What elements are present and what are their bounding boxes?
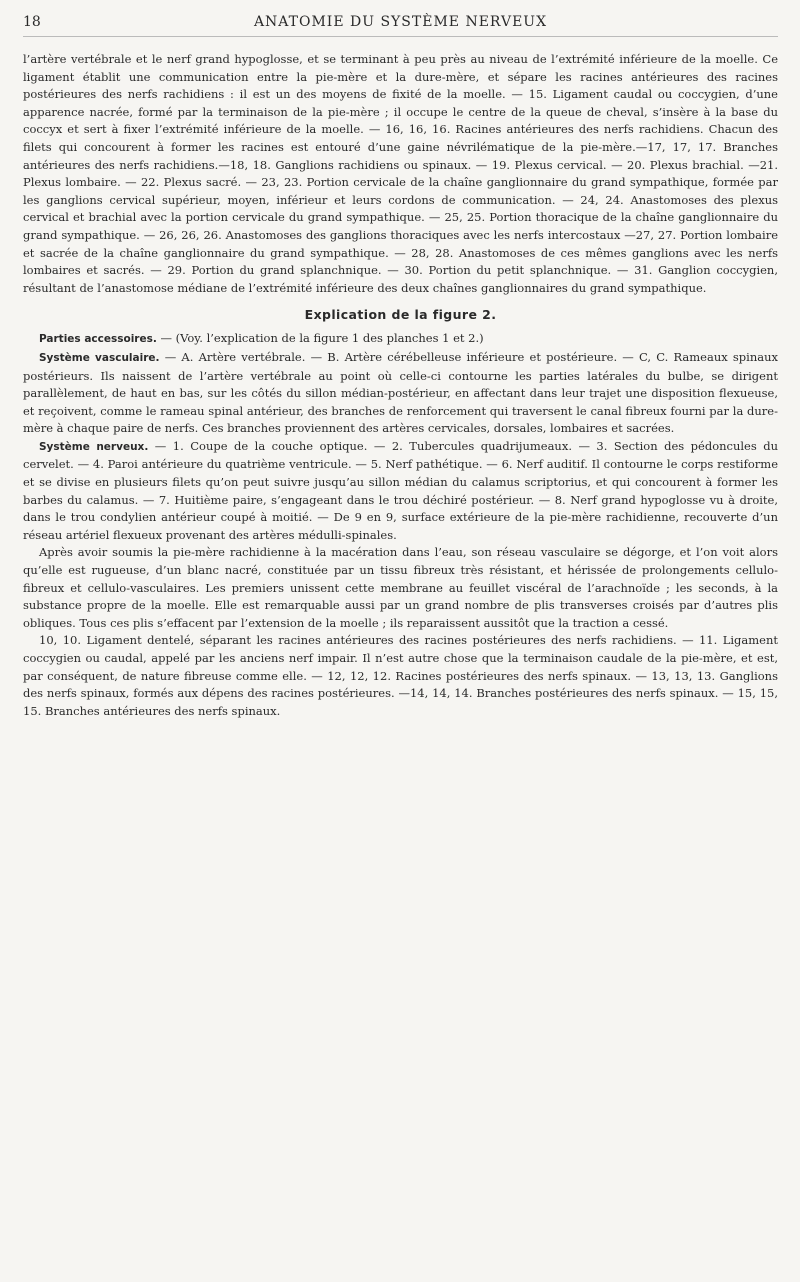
paragraph-text: — (Voy. l’explication de la figure 1 des planches 1 et 2.) xyxy=(156,331,484,346)
page-header xyxy=(23,14,778,37)
paragraph-lead: Parties accessoires. xyxy=(39,333,157,346)
running-title: ANATOMIE DU SYSTÈME NERVEUX xyxy=(253,14,548,30)
continuation-paragraph: l’artère vertébrale et le nerf grand hypoglosse, et se terminant à peu près au niveau de l’extrémité inférieure de la moelle. Ce ligament établit une communication entre la pie-mère et la dure-mère, et sépare les racines antérieures des racines postérieures des nerfs rachidiens : il est un des moyens de fixité de la moelle. — 15. Ligament caudal ou coccygien, d’une apparence nacrée, formé par la terminaison de la pie-mère ; il occupe le centre de la queue de cheval, s’insère à la base du coccyx et sert à fixer l’extrémité inférieure de la moelle. — 16, 16, 16. Racines antérieures des nerfs rachidiens. Chacun des filets qui concourent à former les racines est entouré d’une gaine névrilématique de la pie-mère.—17, 17, 17. Branches antérieures des nerfs rachidiens.—18, 18. Ganglions rachidiens ou spinaux. — 19. Plexus cervical. — 20. Plexus brachial. —21. Plexus lombaire. — 22. Plexus sacré. — 23, 23. Portion cervicale de la chaîne ganglionnaire du grand sympathique, formée par les ganglions cervical supérieur, moyen, inférieur et leurs cordons de communication. — 24, 24. Anastomoses des plexus cervical et brachial avec la portion cervicale du grand sympathique. — 25, 25. Portion thoracique de la chaîne ganglionnaire du grand sympathique. — 26, 26, 26. Anastomoses des ganglions thoraciques avec les nerfs intercostaux —27, 27. Portion lombaire et sacrée de la chaîne ganglionnaire du grand sympathique. — 28, 28. Anastomoses de ces mêmes ganglions avec les nerfs lombaires et sacrés. — 29. Portion du grand splanchnique. — 30. Portion du petit splanchnique. — 31. Ganglion coccygien, résultant de l’anastomose médiane de l’extrémité inférieure des deux chaînes ganglionnaires du grand sympathique. xyxy=(23,52,778,295)
page-number: 18 xyxy=(23,14,41,30)
paragraph-nervous-system xyxy=(23,438,778,545)
paragraph-vascular-system xyxy=(23,349,778,438)
paragraph-text: — 1. Coupe de la couche optique. — 2. Tubercules quadrijumeaux. — 3. Section des pédoncules du cervelet. — 4. Paroi antérieure du quatrième ventricule. — 5. Nerf pathétique. — 6. Nerf auditif. Il contourne le corps restiforme et se divise en plusieurs filets qu’on peut suivre jusqu’au sillon médian du calamus scriptorius, et qui concourent à former les barbes du calamus. — 7. Huitième paire, s’engageant dans le trou déchiré postérieur. — 8. Nerf grand hypoglosse vu à droite, dans le trou condylien antérieur coupé à moitié. — De 9 en 9, surface extérieure de la pie-mère rachidienne, recouverte d’un réseau artériel flexueux provenant des artères médulli-spinales. xyxy=(23,438,779,542)
paragraph-lead: Système nerveux. xyxy=(39,440,149,453)
paragraph-text: Après avoir soumis la pie-mère rachidienne à la macération dans l’eau, son réseau vasculaire se dégorge, et l’on voit alors qu’elle est rugueuse, d’un blanc nacré, constituée par un tissu fibreux très résistant, et hérissée de prolongements cellulo-fibreux et cellulo-vasculaires. Les premiers unissent cette membrane au feuillet viscéral de l’arachnoïde ; les seconds, à la substance propre de la moelle. Elle est remarquable aussi par un grand nombre de plis transverses croisés par d’autres plis obliques. Tous ces plis s’effacent par l’extension de la moelle ; ils reparaissent aussitôt que la traction a cessé. xyxy=(23,545,778,630)
paragraph-lead: Système vasculaire. xyxy=(39,351,160,364)
section-title: Explication de la figure 2. xyxy=(304,307,497,323)
paragraph-text: 10, 10. Ligament dentelé, séparant les racines antérieures des racines postérieures des nerfs rachidiens. — 11. Ligament coccygien ou caudal, appelé par les anciens nerf impair. Il n’est autre chose que la terminaison caudale de la pie-mère, et est, par conséquent, de nature fibreuse comme elle. — 12, 12, 12. Racines postérieures des nerfs spinaux. — 13, 13, 13. Ganglions des nerfs spinaux, formés aux dépens des racines postérieures. —14, 14, 14. Branches postérieures des nerfs spinaux. — 15, 15, 15. Branches antérieures des nerfs spinaux. xyxy=(23,633,778,718)
paragraph-ligaments xyxy=(23,632,778,720)
paragraph-text: — A. Artère vertébrale. — B. Artère cérébelleuse inférieure et postérieure. — C, C. Rameaux spinaux postérieurs. Ils naissent de l’artère vertébrale au point où celle-ci contourne les parties latérales du bulbe, se dirigent parallèlement, de haut en bas, sur les côtés du sillon médian-postérieur, en affectant dans leur trajet une disposition flexueuse, et reçoivent, comme le rameau spinal antérieur, des branches de renforcement qui traversent le canal fibreux fourni par la dure-mère à chaque paire de nerfs. Ces branches proviennent des artères cervicales, dorsales, lombaires et sacrées. xyxy=(23,349,779,436)
paragraph-maceration xyxy=(23,544,778,632)
paragraph-accessory-parts xyxy=(23,330,778,349)
